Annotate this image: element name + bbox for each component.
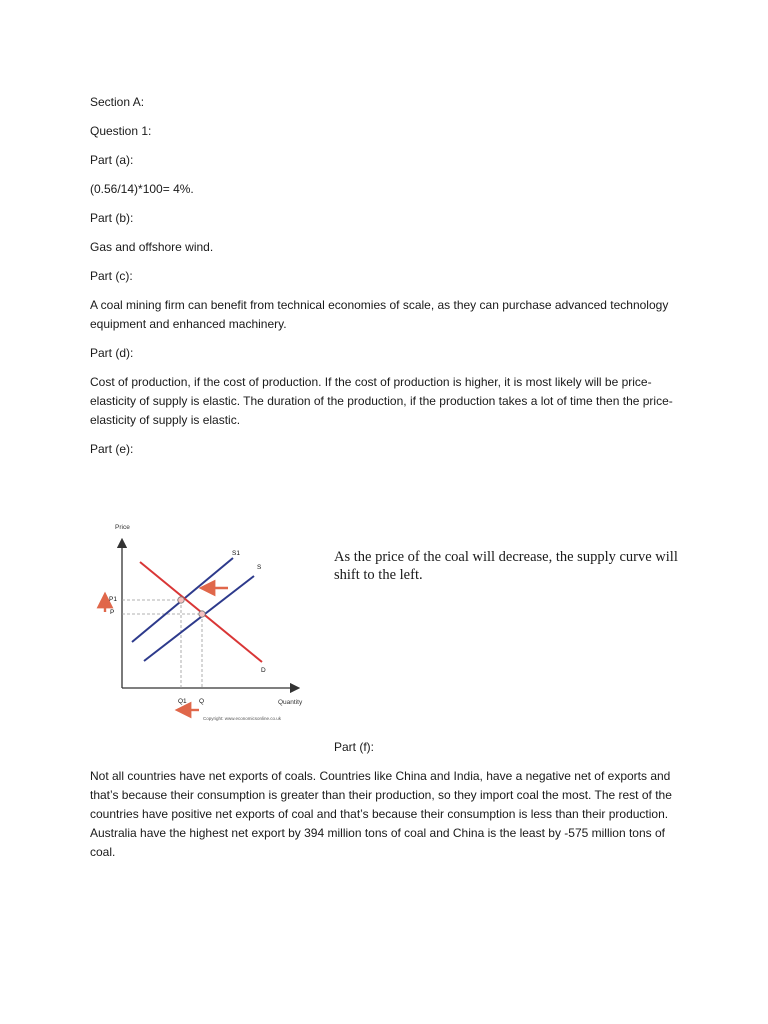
label-p: P: [110, 609, 115, 616]
part-d-answer: Cost of production, if the cost of production. If the cost of production is higher, it is most likely will be price-elasticity of supply is elastic. The duration of the production, if the production takes a lot of time then the price-elasticity of supply is elastic.: [90, 375, 673, 427]
copyright-text: Copyright: www.economicsonline.co.uk: [203, 716, 282, 721]
label-q: Q: [199, 698, 205, 705]
label-s1: S1: [232, 550, 240, 557]
label-p1: P1: [109, 596, 117, 603]
part-f-answer: Not all countries have net exports of coals. Countries like China and India, have a negative net of exports and that’s because their consumption is greater than their production, so they import coal the most. The rest of the countries have positive net exports of coal and that’s because their consumption is less than their production. Australia have the highest net export by 394 million tons of coal and China is the least by -575 million tons of coal.: [90, 769, 672, 859]
equilibrium-new: [178, 597, 184, 603]
part-c-label: Part (c):: [90, 269, 133, 283]
label-q1: Q1: [178, 698, 187, 705]
part-c-answer: A coal mining firm can benefit from technical economies of scale, as they can purchase advanced technology equipment and enhanced machinery.: [90, 298, 669, 331]
part-e-label: Part (e):: [90, 442, 134, 456]
question-heading: Question 1:: [90, 124, 152, 138]
part-b-answer: Gas and offshore wind.: [90, 240, 214, 254]
part-f-label: Part (f):: [334, 740, 375, 754]
supply-demand-diagram: [95, 515, 335, 745]
section-heading: Section A:: [90, 95, 145, 109]
part-a-label: Part (a):: [90, 153, 134, 167]
part-d-label: Part (d):: [90, 346, 134, 360]
part-b-label: Part (b):: [90, 211, 134, 225]
label-d: D: [261, 667, 266, 674]
label-s: S: [257, 564, 262, 571]
part-e-answer: As the price of the coal will decrease, the supply curve will shift to the left.: [334, 549, 678, 583]
x-axis-label: Quantity: [278, 699, 303, 706]
y-axis-label: Price: [115, 524, 130, 531]
equilibrium-original: [199, 611, 205, 617]
part-a-answer: (0.56/14)*100= 4%.: [90, 182, 194, 196]
